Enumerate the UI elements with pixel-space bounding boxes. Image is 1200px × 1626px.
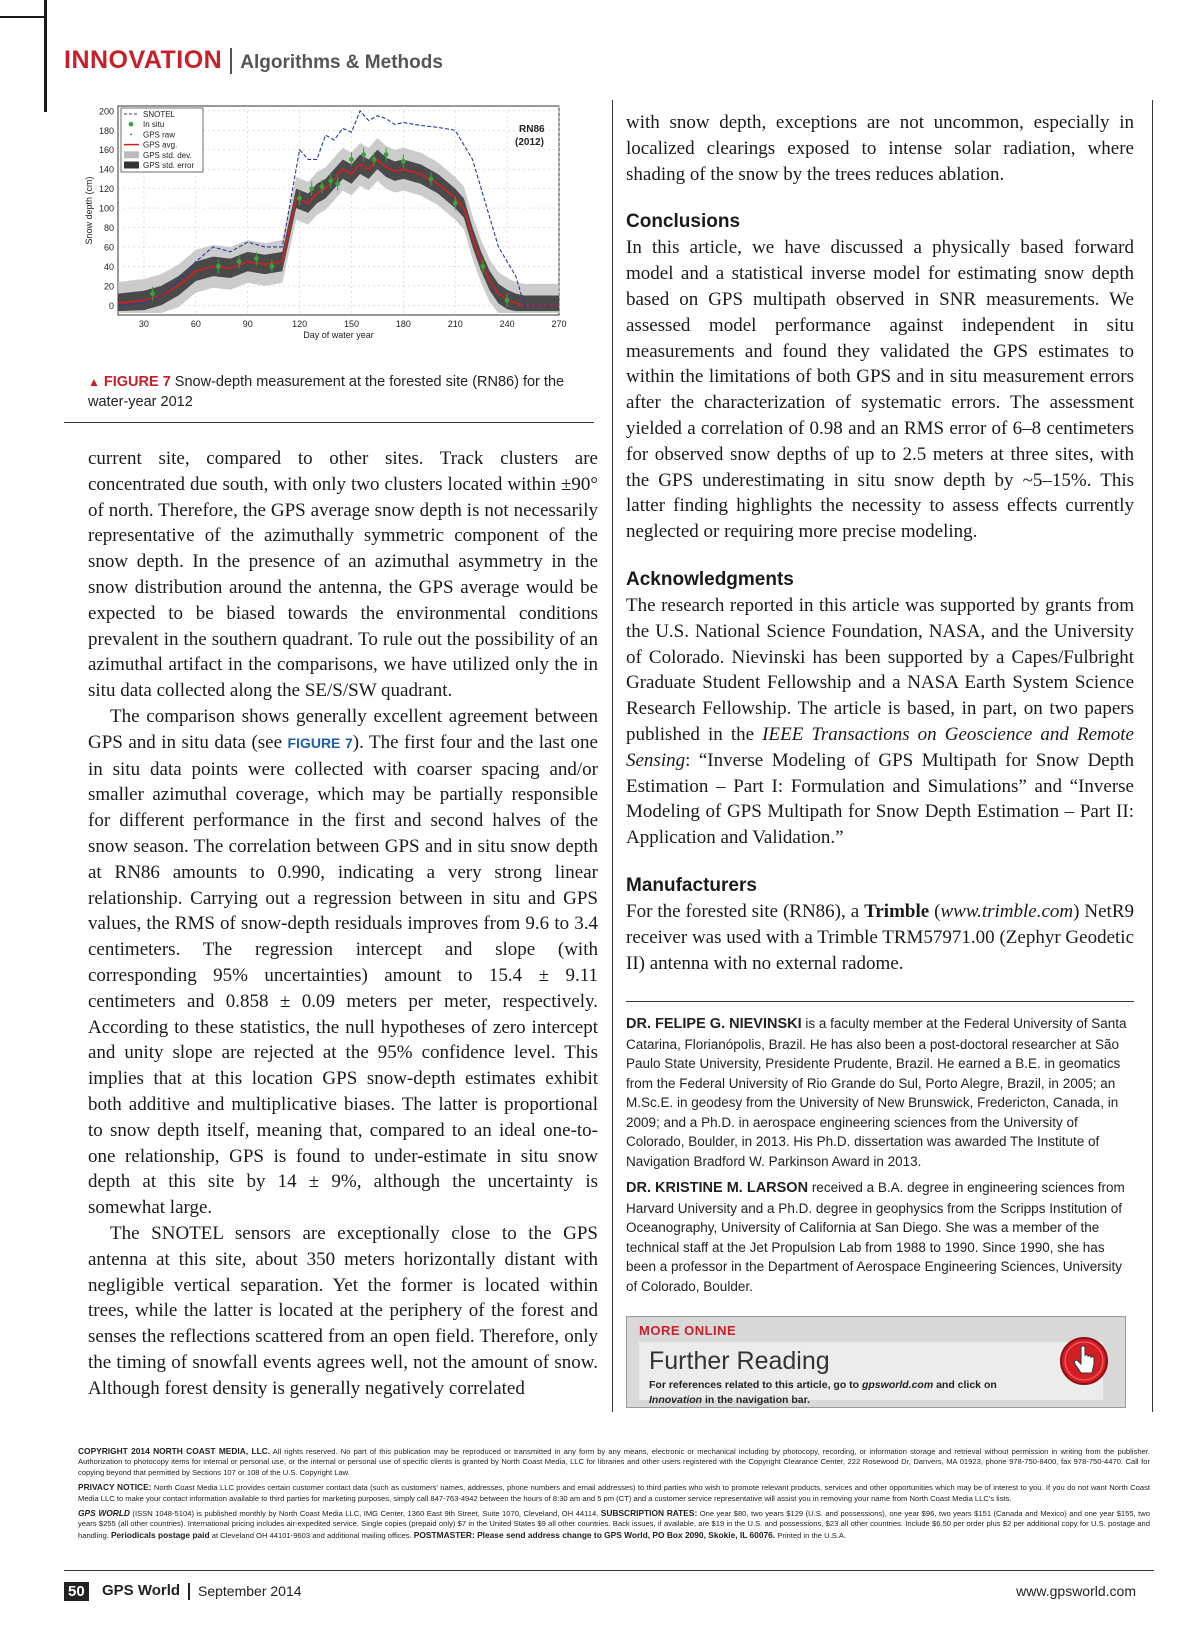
privacy-notice xyxy=(78,1482,1150,1504)
in-situ-point xyxy=(481,264,486,269)
issue-date: September 2014 xyxy=(198,1583,302,1599)
section-subtitle: Algorithms & Methods xyxy=(240,52,443,73)
text-run: The research reported in this article was supported by grants from the U.S. National Science Foundation, NASA, and the University of Colorado. Nievinski has been supported by a Capes/Fulbright Graduate Student Fellowship and a NASA Earth System Science Research Fellowship. The article is based, in part, on two papers published in the xyxy=(626,594,1134,745)
y-tick-label: 60 xyxy=(103,242,114,253)
x-tick-label: 240 xyxy=(499,319,515,329)
text-run: For references related to this article, go to xyxy=(649,1379,862,1391)
left-column xyxy=(88,446,598,1401)
x-tick-label: 210 xyxy=(447,319,463,329)
page-footer xyxy=(0,1570,1200,1610)
in-situ-point xyxy=(328,178,333,183)
y-tick-label: 100 xyxy=(98,203,114,214)
y-tick-label: 20 xyxy=(103,281,114,292)
subscription-heading: SUBSCRIPTION RATES: xyxy=(600,1508,698,1519)
snow-depth-chart xyxy=(64,100,594,362)
text-run: and click on xyxy=(933,1379,997,1391)
x-tick-label: 30 xyxy=(138,319,149,329)
author-name: DR. KRISTINE M. LARSON xyxy=(626,1180,809,1196)
text-run: For the forested site (RN86), a xyxy=(626,900,865,922)
author-bios xyxy=(626,1014,1136,1303)
in-situ-point xyxy=(335,181,340,186)
x-tick-label: 90 xyxy=(242,319,253,329)
page-header xyxy=(64,46,443,75)
figure-caption xyxy=(88,372,578,412)
site-year-label: (2012) xyxy=(515,137,544,148)
x-tick-label: 120 xyxy=(292,319,308,329)
legend-label: SNOTEL xyxy=(143,110,176,119)
text-run: Printed in the U.S.A. xyxy=(775,1530,847,1540)
right-margin-rule xyxy=(1152,100,1153,1412)
column-divider xyxy=(612,100,613,1412)
figure-reference-link[interactable]: FIGURE 7 xyxy=(287,734,353,751)
fine-print xyxy=(78,1446,1150,1545)
in-situ-point xyxy=(297,196,302,201)
further-reading-text xyxy=(649,1378,1049,1408)
legend-swatch-in-situ xyxy=(129,122,134,127)
in-situ-point xyxy=(372,157,377,162)
publication-notice xyxy=(78,1508,1150,1541)
in-situ-point xyxy=(401,159,406,164)
author-bio xyxy=(626,1178,1136,1296)
caption-triangle-icon: ▲ xyxy=(88,375,100,389)
in-situ-point xyxy=(254,256,259,261)
paragraph: In this article, we have discussed a physically based forward model and a statistical inverse model for estimating snow depth based on GPS multipath observed in SNR measurements. We assessed model performance against independent in situ measurements and found they validated the GPS estimates to within the limitations of both GPS and in situ measurement errors after the characterization of systematic errors. The assessment yielded a correlation of 0.98 and an RMS error of 6–8 centimeters for observed snow depths of up to 2.5 meters at three sites, with the GPS underestimating in situ snow depth by ~5–15%. This latter finding highlights the necessity to assess effects currently neglected or requiring more precise modeling. xyxy=(626,237,1134,543)
y-tick-label: 120 xyxy=(98,184,114,195)
in-situ-point xyxy=(270,264,275,269)
text-run: All rights reserved. No part of this publication may be reproduced or transmitted in any form by any means, electronic or mechanical including by photocopy, recording, or information storage and retrieval without permission in writing from the publisher. Authorization to photocopy items for internal or personal use, or the internal or personal use of specific clients is granted by North Coast Media, LLC for libraries and other users registered with the Copyright Clearance Center, 222 Rosewood Dr, Danvers, MA 01923, phone 978-750-8400, fax 978-750-4470. Call for copying beyond that permitted by Sections 107 or 108 of the U.S. Copyright Law. xyxy=(78,1447,1150,1477)
author-bio-text: received a B.A. degree in engineering sciences from Harvard University and a Ph.D. degree in geophysics from the Scripps Institution of Oceanography, University of California at San Diego. She was a member of the technical staff at the Jet Propulsion Lab from 1988 to 1990. Since 1990, she has been a professor in the Department of Aerospace Engineering Sciences, University of Colorado, Boulder. xyxy=(626,1180,1125,1294)
further-reading-title: Further Reading xyxy=(649,1347,830,1375)
legend-swatch-std-error xyxy=(124,162,139,169)
copyright-notice xyxy=(78,1446,1150,1478)
heading-acknowledgments: Acknowledgments xyxy=(626,568,794,590)
x-tick-label: 150 xyxy=(343,319,359,329)
caption-text: Snow-depth measurement at the forested site (RN86) for the water-year 2012 xyxy=(88,374,565,410)
journal-title: IEEE Transactions on Geoscience and Remote Sensing xyxy=(626,723,1134,771)
manufacturer-url[interactable]: www.trimble.com xyxy=(940,900,1074,922)
text-run: : “Inverse Modeling of GPS Multipath for Snow Depth Estimation – Part I: Formulation and Simulations” and “Inverse Modeling of GPS Multipath for Snow Depth Estimation – Part II: Application and Validation.” xyxy=(626,749,1134,849)
paragraph: current site, compared to other sites. Track clusters are concentrated due south, with only two clusters located within ±90° of north. Therefore, the GPS average snow depth is not necessarily representative of the azimuthally symmetric component of the snow depth. In the presence of an azimuthal asymmetry in the snow distribution around the antenna, the GPS average would be expected to be biased towards the environmental conditions prevalent in the southern quadrant. To rule out the possibility of an azimuthal artifact in the comparisons, we have utilized only the in situ data collected along the SE/S/SW quadrant. xyxy=(88,448,598,702)
copyright-heading: COPYRIGHT 2014 NORTH COAST MEDIA, LLC. xyxy=(78,1446,271,1456)
legend-swatch-std-dev xyxy=(124,151,139,158)
in-situ-point xyxy=(309,186,314,191)
legend-label: GPS std. error xyxy=(143,161,195,170)
heading-manufacturers: Manufacturers xyxy=(626,874,757,896)
periodicals-heading: Periodicals postage paid xyxy=(110,1529,210,1540)
in-situ-point xyxy=(361,152,366,157)
text-run: One year $80, two years $129 (U.S. and possessions), one year $96, two years $151 (Canada and Mexico) and one year $155, two years $255 (all other countries). International pricing includes air-expedited service. Single copies (prepaid only) $7 in the United States $9 all other countries. Back issues, if available, are $19 in the U.S. and possessions, $23 all other countries. Include $6.50 per order plus $2 per additional copy for U.S. postage and handling. xyxy=(78,1509,1150,1540)
text-run: The comparison shows generally excellent agreement between GPS and in situ data (see xyxy=(88,705,598,753)
footer-rule xyxy=(64,1570,1154,1571)
text-run: NetR9 receiver was used with a Trimble TRM57971.00 (Zephyr Geodetic II) antenna with no external radome. xyxy=(626,900,1135,974)
y-tick-label: 80 xyxy=(103,223,114,234)
paragraph: The SNOTEL sensors are exceptionally close to the GPS antenna at this site, about 350 meters horizontally distant with negligible vertical separation. Yet the former is located within trees, while the latter is located at the periphery of the forest and senses the reflections scattered from an open field. Therefore, only the timing of snowfall events agrees well, not the amount of snow. Although forest density is generally negatively correlated xyxy=(88,1222,598,1399)
website-url[interactable]: www.gpsworld.com xyxy=(1016,1583,1136,1599)
text-run: North Coast Media LLC provides certain customer contact data (such as customers' names, addresses, phone numbers and email addresses) to third parties who wish to promote relevant products, services and other opportunities which may be of interest to you. If you do not want North Coast Media LLC to make your contact information available to third parties for marketing purposes, simply call 847-763-4942 between the hours of 8:30 am and 5 pm (CT) and a customer service representative will assist you in removing your name from North Coast Media LLC's lists. xyxy=(78,1483,1150,1503)
legend-label: GPS std. dev. xyxy=(143,150,192,160)
y-tick-label: 40 xyxy=(103,261,114,272)
pointer-hand-icon[interactable] xyxy=(1059,1336,1109,1386)
x-axis-label: Day of water year xyxy=(303,330,374,340)
site-label: RN86 xyxy=(519,124,545,135)
legend-label: GPS avg. xyxy=(143,140,178,150)
bio-separator xyxy=(626,1001,1134,1002)
section-title: INNOVATION xyxy=(64,46,223,74)
further-reading-panel xyxy=(639,1342,1103,1406)
in-situ-point xyxy=(216,264,221,269)
figure-label: FIGURE 7 xyxy=(103,374,171,390)
text-run: at Cleveland OH 44101-9603 and additional mailing offices. xyxy=(209,1530,414,1540)
postmaster-heading: POSTMASTER: Please send address change to GPS World, PO Box 2090, Skokie, IL 60076. xyxy=(413,1529,776,1540)
author-name: DR. FELIPE G. NIEVINSKI xyxy=(626,1016,802,1032)
text-run: (ISSN 1048-5104) is published monthly by North Coast Media LLC, IMG Center, 1360 East 9th Street, Suite 1070, Cleveland, OH 44114. xyxy=(129,1509,601,1519)
page-number: 50 xyxy=(64,1582,89,1601)
more-online-tag: MORE ONLINE xyxy=(639,1323,737,1338)
author-bio xyxy=(626,1014,1136,1171)
x-tick-label: 180 xyxy=(395,319,411,329)
privacy-heading: PRIVACY NOTICE: xyxy=(78,1482,152,1493)
text-run: in the navigation bar. xyxy=(702,1394,811,1406)
header-divider xyxy=(230,48,232,74)
legend-swatch-gps-raw xyxy=(130,134,132,136)
in-situ-point xyxy=(150,291,155,296)
text-run: ). The first four and the last one in situ data points were collected with coarser spacing and/or smaller azimuthal coverage, which may be partially responsible for different performance in the first and second halves of the snow season. The correlation between GPS and in situ snow depth at RN86 amounts to 0.990, indicating a very strong linear relationship. Carrying out a regression between in situ and GPS values, the RMS of snow-depth residuals improves from 9.6 to 3.4 centimeters. The regression intercept and slope (with corresponding 95% uncertainties) amount to 15.4 ± 9.11 centimeters and 0.858 ± 0.09 meters per meter, respectively. According to these statistics, the null hypotheses of zero intercept and unity slope are rejected at the 95% confidence level. This implies that at this location GPS snow-depth estimates exhibit both additive and multiplicative biases. The latter is proportional to snow depth itself, meaning that, compared to an ideal one-to-one relationship, GPS is found to under-estimate in situ snow depth at this site by 14 ± 9%, although the uncertainty is somewhat large. xyxy=(88,731,598,1219)
in-situ-point xyxy=(320,184,325,189)
in-situ-point xyxy=(349,157,354,162)
y-tick-label: 180 xyxy=(98,125,114,136)
y-tick-label: 140 xyxy=(98,164,114,175)
author-bio-text: is a faculty member at the Federal University of Santa Catarina, Florianópolis, Brazil. He has also been a post-doctoral researcher at São Paulo State University, Presidente Prudente, Brazil. He earned a B.E. in geomatics from the Federal University of Rio Grande do Sul, Porto Alegre, Brazil, in 2005; an M.Sc.E. in geodesy from the University of New Brunswick, Fredericton, Canada, in 2009; and a Ph.D. in aerospace engineering sciences from the University of Colorado, Boulder, in 2013. His Ph.D. dissertation was awarded The Institute of Navigation Bradford W. Parkinson Award in 2013. xyxy=(626,1016,1127,1169)
paragraph: with snow depth, exceptions are not uncommon, especially in localized clearings exposed to intense solar radiation, where shading of the snow by the trees reduces ablation. xyxy=(626,112,1134,185)
site-link[interactable]: gpsworld.com xyxy=(861,1379,934,1391)
in-situ-point xyxy=(453,201,458,206)
legend-label: In situ xyxy=(143,120,165,130)
in-situ-point xyxy=(237,259,242,264)
gps-world-heading: GPS WORLD xyxy=(78,1508,130,1519)
in-situ-point xyxy=(429,177,434,182)
magazine-name: GPS World xyxy=(102,1582,181,1599)
left-rule xyxy=(44,0,47,112)
right-column xyxy=(626,110,1134,976)
y-tick-label: 0 xyxy=(108,300,114,311)
y-tick-label: 160 xyxy=(98,145,114,156)
paragraph: For the forested site (RN86), a Trimble (www.trimble.com) NetR9 receiver was used with a Trimble TRM57971.00 (Zephyr Geodetic II) antenna with no external radome. xyxy=(626,900,1135,974)
brand-name: Trimble xyxy=(864,900,930,922)
legend-label: GPS raw xyxy=(143,130,176,140)
x-tick-label: 60 xyxy=(190,319,201,329)
more-online-box xyxy=(626,1316,1126,1408)
y-tick-label: 200 xyxy=(98,106,114,117)
y-axis-label: Snow depth (cm) xyxy=(84,176,94,245)
innovation-link[interactable]: Innovation xyxy=(649,1394,703,1406)
in-situ-point xyxy=(384,152,389,157)
top-rule xyxy=(0,16,44,18)
footer-divider xyxy=(188,1583,190,1600)
paragraph xyxy=(88,704,598,1221)
figure-7 xyxy=(64,100,594,423)
heading-conclusions: Conclusions xyxy=(626,211,741,233)
paragraph xyxy=(626,593,1134,851)
x-tick-label: 270 xyxy=(551,319,567,329)
in-situ-point xyxy=(505,298,510,303)
